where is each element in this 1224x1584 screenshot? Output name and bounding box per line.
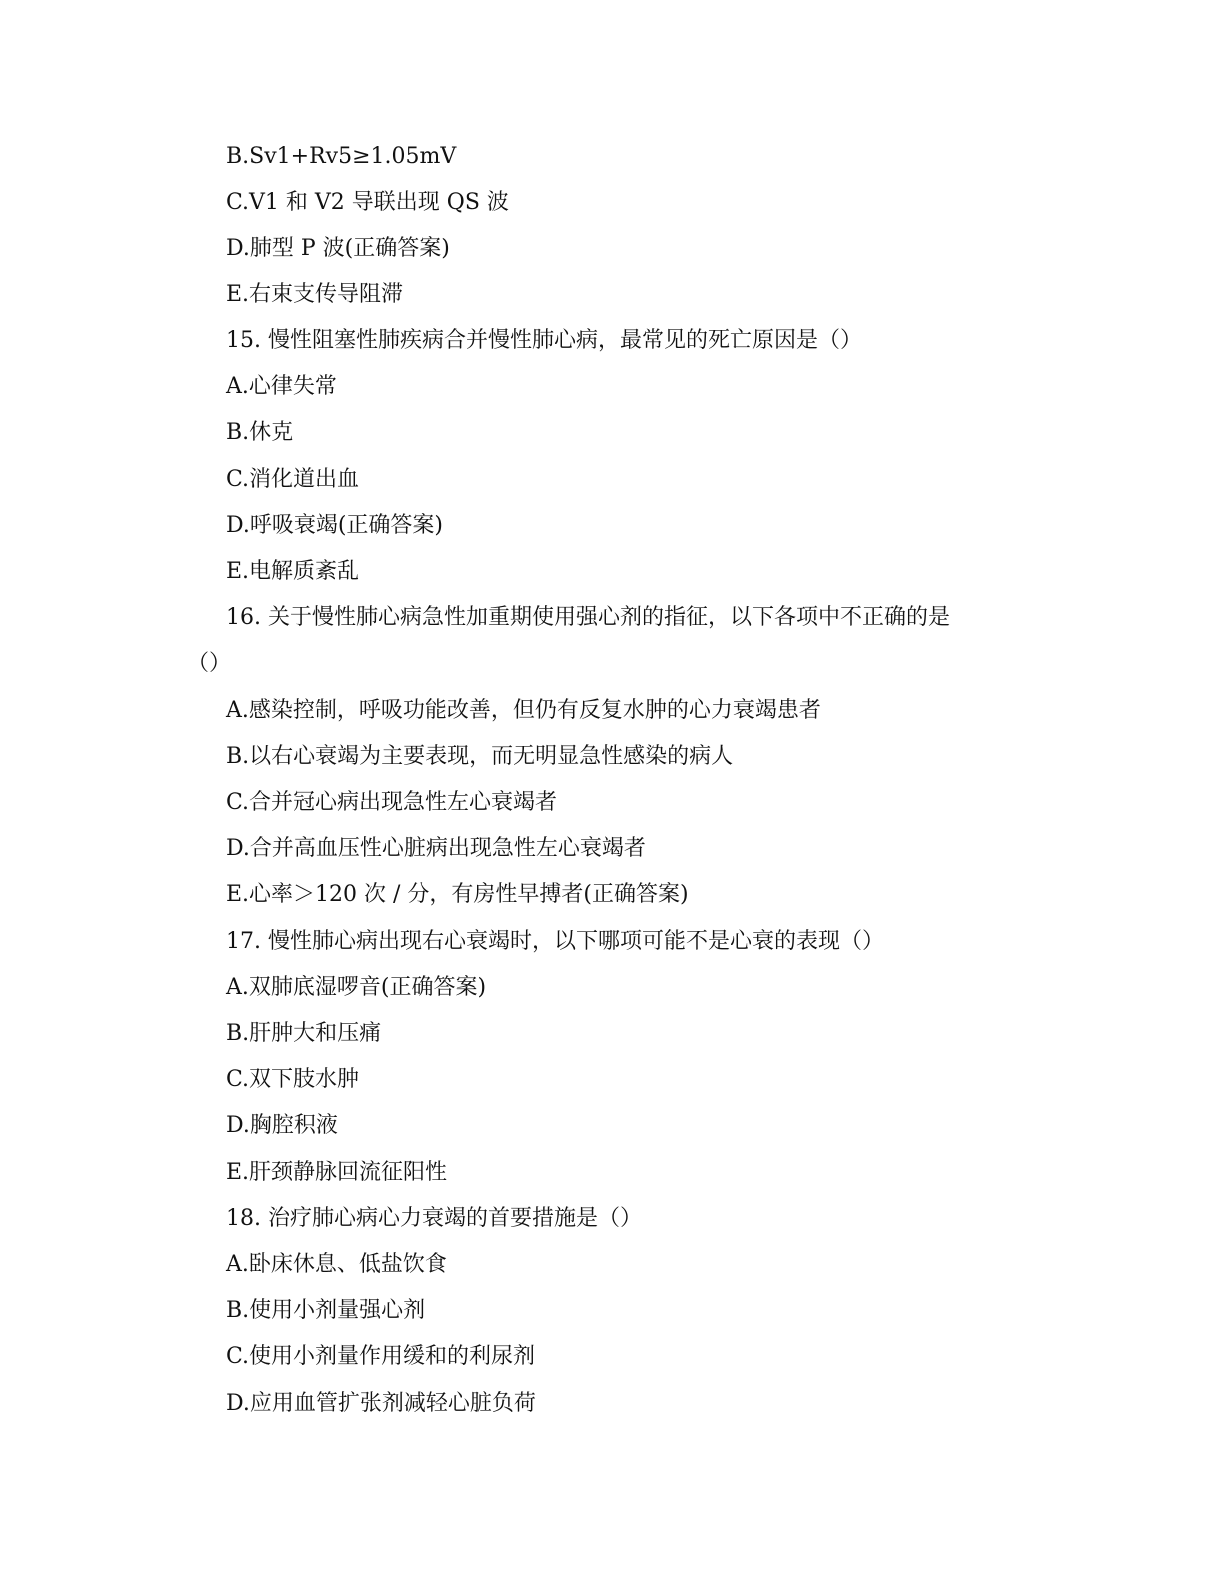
option-line: A.双肺底湿啰音(正确答案) <box>226 975 487 1000</box>
question-line: 17. 慢性肺心病出现右心衰竭时，以下哪项可能不是心衰的表现（） <box>226 929 884 954</box>
option-line: A.心律失常 <box>226 374 337 399</box>
option-line: A.卧床休息、低盐饮食 <box>226 1252 447 1277</box>
option-line: E.右束支传导阻滞 <box>226 282 404 307</box>
option-line: D.肺型 P 波(正确答案) <box>226 236 450 261</box>
option-line: B.使用小剂量强心剂 <box>226 1298 426 1323</box>
option-line: C.双下肢水肿 <box>226 1067 360 1092</box>
option-line: D.呼吸衰竭(正确答案) <box>226 513 444 538</box>
option-line: B.肝肿大和压痛 <box>226 1021 382 1046</box>
question-line: 18. 治疗肺心病心力衰竭的首要措施是（） <box>226 1206 642 1231</box>
option-line: E.肝颈静脉回流征阳性 <box>226 1160 448 1185</box>
option-line: B.以右心衰竭为主要表现，而无明显急性感染的病人 <box>226 744 734 769</box>
question-line: 16. 关于慢性肺心病急性加重期使用强心剂的指征，以下各项中不正确的是 <box>226 605 950 630</box>
option-line: B.休克 <box>226 420 294 445</box>
option-line: D.应用血管扩张剂减轻心脏负荷 <box>226 1391 536 1416</box>
option-line: E.心率＞120 次 / 分，有房性早搏者(正确答案) <box>226 882 689 907</box>
option-line: C.V1 和 V2 导联出现 QS 波 <box>226 190 509 215</box>
option-line: C.合并冠心病出现急性左心衰竭者 <box>226 790 558 815</box>
option-line: E.电解质紊乱 <box>226 559 360 584</box>
question-line-continued: （） <box>187 651 232 676</box>
option-line: A.感染控制，呼吸功能改善，但仍有反复水肿的心力衰竭患者 <box>226 698 821 723</box>
option-line: D.合并高血压性心脏病出现急性左心衰竭者 <box>226 836 646 861</box>
option-line: C.使用小剂量作用缓和的利尿剂 <box>226 1344 536 1369</box>
option-line: B.Sv1+Rv5≥1.05mV <box>226 144 457 169</box>
option-line: C.消化道出血 <box>226 467 360 492</box>
question-line: 15. 慢性阻塞性肺疾病合并慢性肺心病，最常见的死亡原因是（） <box>226 328 862 353</box>
option-line: D.胸腔积液 <box>226 1113 338 1138</box>
